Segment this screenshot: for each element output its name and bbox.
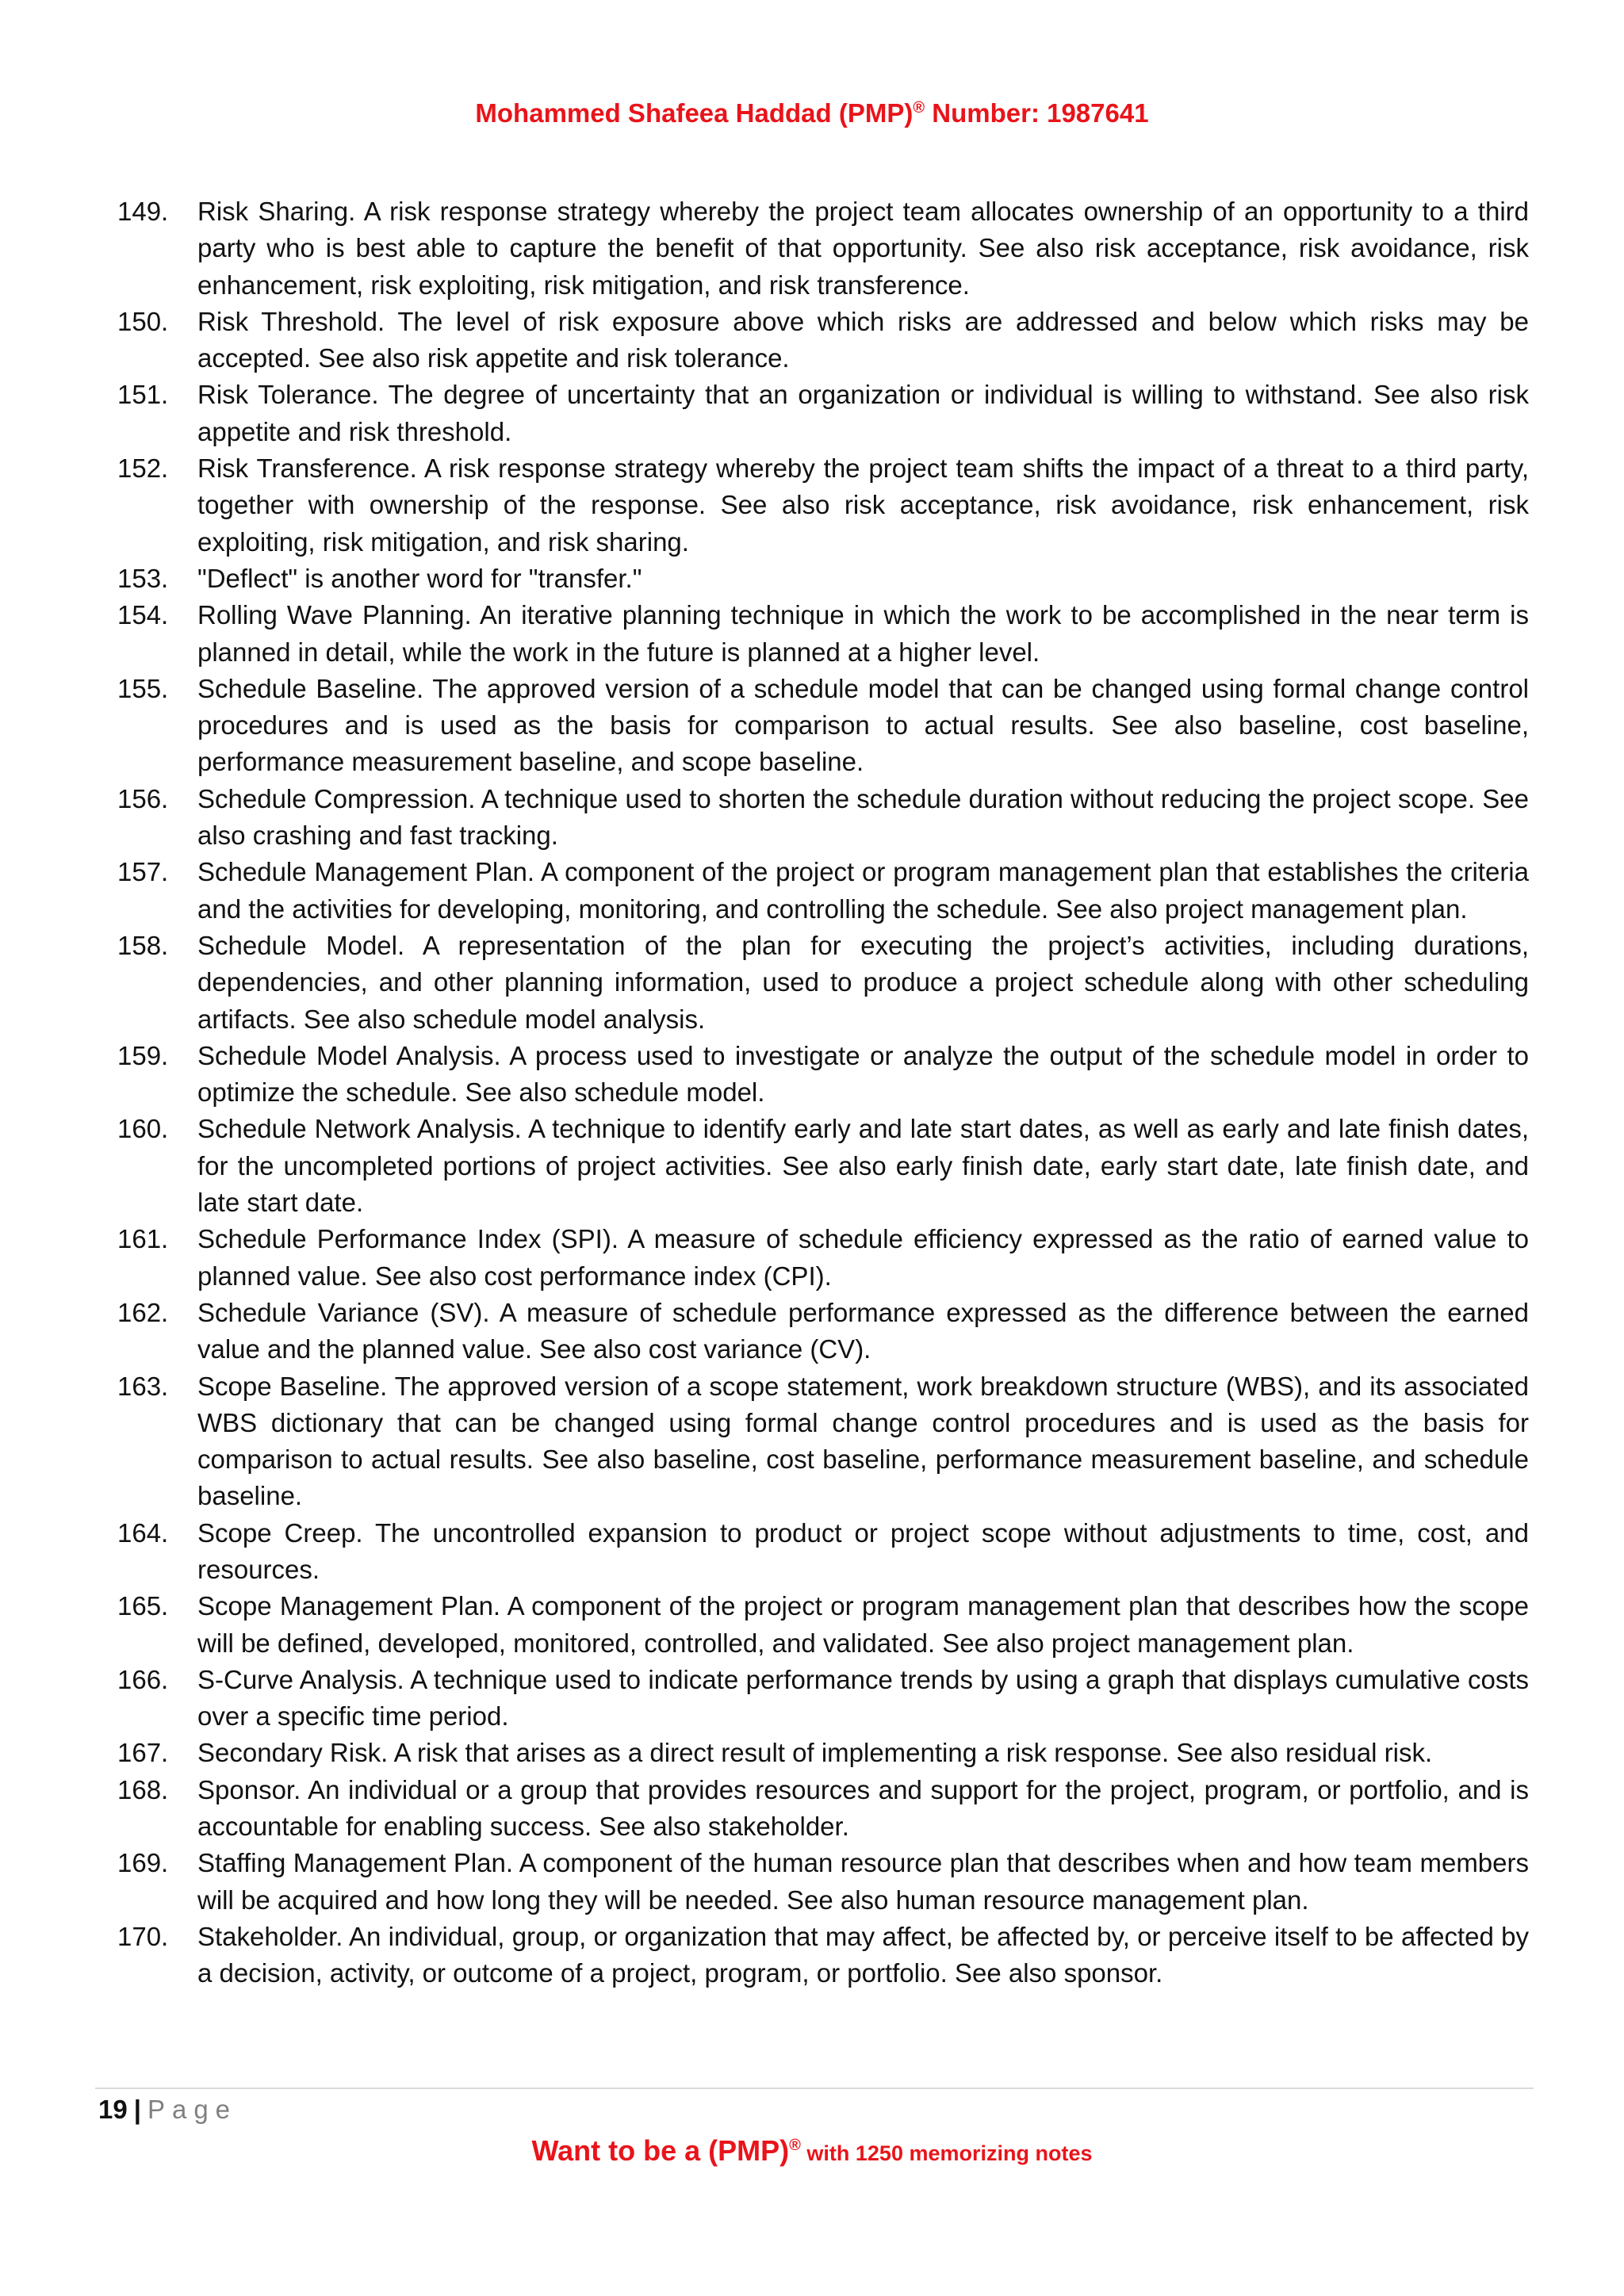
glossary-entry (117, 854, 1529, 928)
glossary-entry (117, 1772, 1529, 1846)
glossary-entry (117, 1845, 1529, 1919)
glossary-list (117, 193, 1529, 1992)
glossary-entry (117, 1221, 1529, 1295)
glossary-entry (117, 1662, 1529, 1735)
entry-text: Schedule Management Plan. A component of the project or program management plan that establishes the criteria and the activities for developing, monitoring, and controlling the schedule. See also project management plan. (197, 857, 1529, 924)
footer-registered-mark: ® (789, 2137, 801, 2154)
glossary-entry (117, 561, 1529, 597)
entry-text: Schedule Model. A representation of the plan for executing the project’s activities, including durations, dependencies, and other planning information, used to produce a project schedule along with other scheduling artifacts. See also schedule model analysis. (197, 930, 1529, 1034)
entry-number: 149. (117, 197, 169, 226)
entry-number: 150. (117, 306, 169, 336)
entry-text: Staffing Management Plan. A component of the human resource plan that describes when and how team members will be acquired and how long they will be needed. See also human resource management plan. (197, 1848, 1529, 1915)
footer-divider (95, 2087, 1534, 2089)
page-number-line (98, 2095, 237, 2125)
glossary-entry (117, 781, 1529, 855)
glossary-entry (117, 597, 1529, 671)
entry-number: 166. (117, 1664, 169, 1694)
entry-number: 155. (117, 673, 169, 703)
entry-text: Sponsor. An individual or a group that provides resources and support for the project, program, or portfolio, and is accountable for enabling success. See also stakeholder. (197, 1774, 1529, 1842)
glossary-entry (117, 1919, 1529, 1992)
entry-text: Rolling Wave Planning. An iterative planning technique in which the work to be accomplished in the near term is planned in detail, while the work in the future is planned at a higher level. (197, 600, 1529, 667)
entry-text: Risk Sharing. A risk response strategy whereby the project team allocates ownership of an opportunity to a third party who is best able to capture the benefit of that opportunity. See also risk acceptance, risk avoidance, risk enhancement, risk exploiting, risk mitigation, and risk transference. (197, 197, 1529, 300)
page-word: Page (147, 2095, 238, 2124)
entry-text: Scope Creep. The uncontrolled expansion to product or project scope without adjustments to time, cost, and resources. (197, 1517, 1529, 1584)
glossary-entry (117, 450, 1529, 561)
page-number: 19 (98, 2095, 128, 2124)
header-title: Mohammed Shafeea Haddad (PMP) (475, 98, 914, 128)
entry-text: "Deflect" is another word for "transfer." (197, 563, 642, 593)
entry-number: 158. (117, 930, 169, 960)
entry-text: Scope Baseline. The approved version of a scope statement, work breakdown structure (WBS), and its associated WBS dictionary that can be changed using formal change control procedures and is used as the basis for comparison to actual results. See also baseline, cost baseline, performance measurement baseline, and schedule baseline. (197, 1371, 1529, 1511)
glossary-entry (117, 1038, 1529, 1112)
entry-text: Schedule Baseline. The approved version of a schedule model that can be changed using formal change control procedures and is used as the basis for comparison to actual results. See also baseline, cost baseline, performance measurement baseline, and scope baseline. (197, 673, 1529, 777)
footer-main-text: Want to be a (PMP) (531, 2134, 790, 2167)
entry-number: 169. (117, 1848, 169, 1878)
glossary-entry (117, 377, 1529, 450)
header-number: Number: 1987641 (925, 98, 1149, 128)
entry-number: 157. (117, 857, 169, 887)
entry-number: 161. (117, 1224, 169, 1254)
glossary-entry (117, 304, 1529, 377)
entry-number: 152. (117, 453, 169, 484)
page-footer-tagline (0, 2134, 1624, 2168)
entry-number: 159. (117, 1040, 169, 1070)
page-header (0, 98, 1624, 128)
entry-text: Risk Threshold. The level of risk exposure above which risks are addressed and below which risks may be accepted. See also risk appetite and risk tolerance. (197, 306, 1529, 373)
entry-number: 160. (117, 1114, 169, 1144)
entry-number: 170. (117, 1921, 169, 1951)
glossary-entry (117, 928, 1529, 1038)
page-separator: | (133, 2095, 141, 2124)
entry-number: 163. (117, 1371, 169, 1401)
footer-small-text: with 1250 memorizing notes (800, 2141, 1093, 2165)
entry-text: Schedule Compression. A technique used to shorten the schedule duration without reducing the project scope. See also crashing and fast tracking. (197, 783, 1529, 851)
entry-number: 156. (117, 783, 169, 813)
entry-text: Secondary Risk. A risk that arises as a direct result of implementing a risk response. See also residual risk. (197, 1738, 1433, 1768)
entry-text: Risk Transference. A risk response strategy whereby the project team shifts the impact of a threat to a third party, together with ownership of the response. See also risk acceptance, risk avoidance, risk enhancement, risk exploiting, risk mitigation, and risk sharing. (197, 453, 1529, 557)
entry-text: Stakeholder. An individual, group, or organization that may affect, be affected by, or perceive itself to be affected by a decision, activity, or outcome of a project, program, or portfolio. See also sponsor. (197, 1921, 1529, 1988)
entry-text: Schedule Performance Index (SPI). A measure of schedule efficiency expressed as the ratio of earned value to planned value. See also cost performance index (CPI). (197, 1224, 1529, 1291)
entry-number: 165. (117, 1591, 169, 1621)
entry-number: 154. (117, 600, 169, 630)
entry-number: 167. (117, 1738, 169, 1768)
glossary-entry (117, 1588, 1529, 1662)
glossary-entry (117, 193, 1529, 304)
entry-number: 162. (117, 1297, 169, 1327)
glossary-entry (117, 1295, 1529, 1368)
entry-text: Schedule Model Analysis. A process used to investigate or analyze the output of the schedule model in order to optimize the schedule. See also schedule model. (197, 1040, 1529, 1108)
entry-text: Schedule Network Analysis. A technique to identify early and late start dates, as well as early and late finish dates, for the uncompleted portions of project activities. See also early finish date, early start date, late finish date, and late start date. (197, 1114, 1529, 1218)
glossary-entry (117, 671, 1529, 781)
glossary-entry (117, 1515, 1529, 1589)
entry-text: Scope Management Plan. A component of the project or program management plan that describes how the scope will be defined, developed, monitored, controlled, and validated. See also project management plan. (197, 1591, 1529, 1658)
entry-number: 153. (117, 563, 169, 593)
glossary-entry (117, 1111, 1529, 1221)
glossary-entry (117, 1735, 1529, 1771)
entry-text: S-Curve Analysis. A technique used to indicate performance trends by using a graph that displays cumulative costs over a specific time period. (197, 1664, 1529, 1732)
glossary-entry (117, 1368, 1529, 1515)
entry-text: Schedule Variance (SV). A measure of schedule performance expressed as the difference between the earned value and the planned value. See also cost variance (CV). (197, 1297, 1529, 1364)
header-registered-mark: ® (913, 99, 925, 117)
entry-number: 151. (117, 380, 169, 410)
entry-number: 168. (117, 1774, 169, 1804)
entry-number: 164. (117, 1517, 169, 1548)
entry-text: Risk Tolerance. The degree of uncertainty that an organization or individual is willing to withstand. See also risk appetite and risk threshold. (197, 380, 1529, 446)
